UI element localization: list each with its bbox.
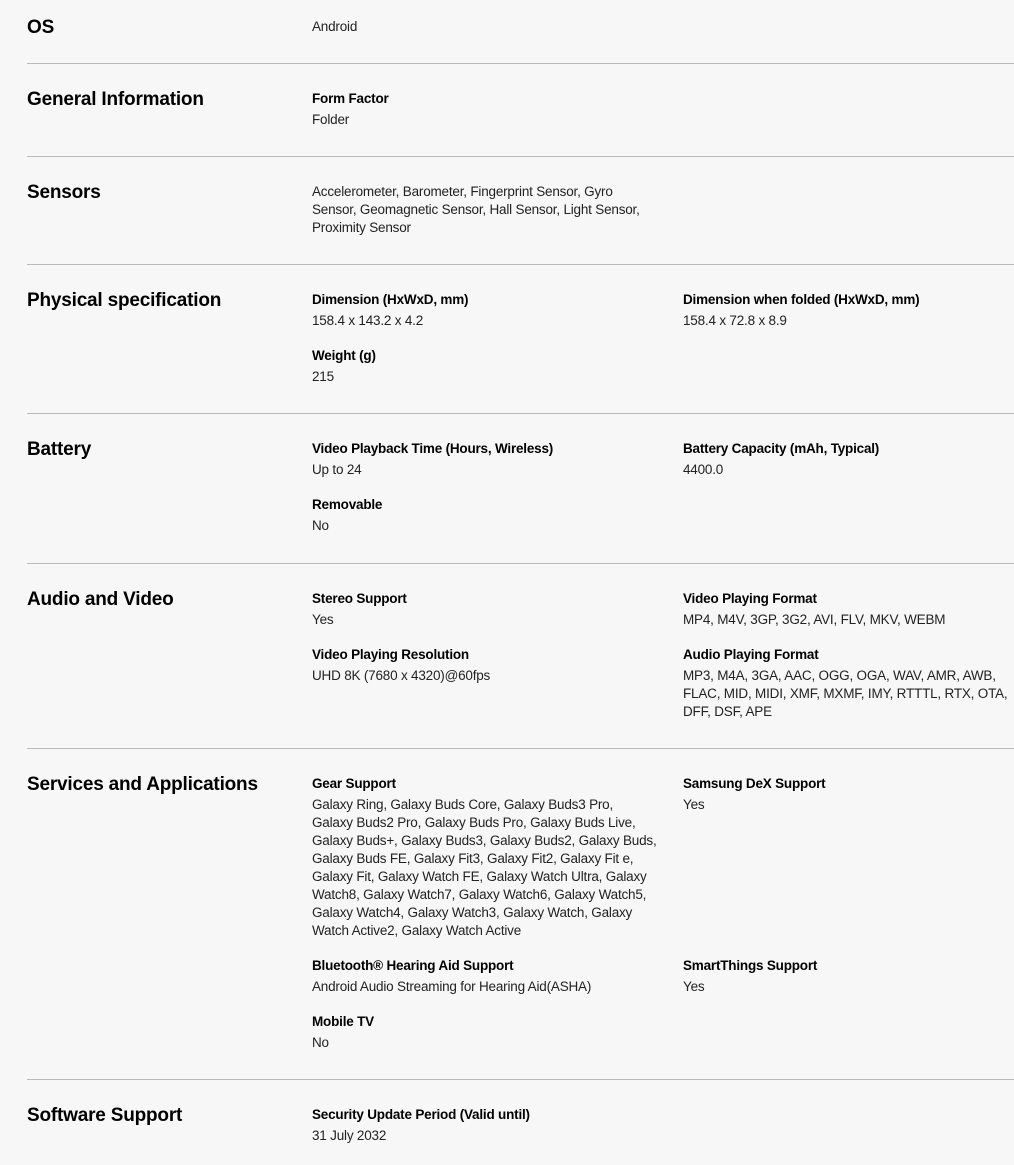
gear-support-value: Galaxy Ring, Galaxy Buds Core, Galaxy Buds3 Pro, Galaxy Buds2 Pro, Galaxy Buds Pro, Galaxy Buds Live, Galaxy Buds+, Galaxy Buds3, Galaxy Buds2, Galaxy Buds, Galaxy Buds FE, Galaxy Fit3, Galaxy Fit2, Galaxy Fit e, Galaxy Fit, Galaxy Watch FE, Galaxy Watch Ultra, Galaxy Watch8, Galaxy Watch7, Galaxy Watch6, Galaxy Watch5, Galaxy Watch4, Galaxy Watch3, Galaxy Watch, Galaxy Watch Active2, Galaxy Watch Active <box>312 797 657 938</box>
section-title-general-information: General Information <box>27 89 204 110</box>
divider <box>27 413 1014 414</box>
spec-item-dimension-folded <box>683 291 1014 330</box>
video-playing-format-value: MP4, M4V, 3GP, 3G2, AVI, FLV, MKV, WEBM <box>683 612 946 627</box>
hearing-aid-support-value: Android Audio Streaming for Hearing Aid(ASHA) <box>312 979 592 994</box>
section-title-audio-and-video: Audio and Video <box>27 589 174 610</box>
spec-item-sensors <box>312 183 657 237</box>
smartthings-support-value: Yes <box>683 979 705 994</box>
security-update-period-label: Security Update Period (Valid until) <box>312 1107 530 1122</box>
spec-item-mobile-tv <box>312 1013 657 1052</box>
divider <box>27 264 1014 265</box>
video-playing-resolution-label: Video Playing Resolution <box>312 647 469 662</box>
section-title-sensors: Sensors <box>27 182 101 203</box>
spec-item-battery-capacity <box>683 440 1014 479</box>
security-update-period-value: 31 July 2032 <box>312 1128 387 1143</box>
smartthings-support-label: SmartThings Support <box>683 958 818 973</box>
mobile-tv-value: No <box>312 1035 329 1050</box>
spec-item-stereo-support <box>312 590 657 629</box>
removable-label: Removable <box>312 497 383 512</box>
section-title-os: OS <box>27 17 55 38</box>
samsung-dex-support-label: Samsung DeX Support <box>683 776 826 791</box>
section-title-battery: Battery <box>27 439 92 460</box>
spec-item-dimension <box>312 291 657 330</box>
spec-item-os <box>312 18 657 36</box>
spec-item-samsung-dex-support <box>683 775 1014 814</box>
divider <box>27 63 1014 64</box>
divider <box>27 563 1014 564</box>
spec-item-smartthings-support <box>683 957 1014 996</box>
divider <box>27 748 1014 749</box>
dimension-folded-value: 158.4 x 72.8 x 8.9 <box>683 313 787 328</box>
os-value: Android <box>312 19 358 34</box>
spec-item-audio-playing-format <box>683 646 1014 721</box>
video-playback-time-value: Up to 24 <box>312 462 362 477</box>
battery-capacity-value: 4400.0 <box>683 462 724 477</box>
mobile-tv-label: Mobile TV <box>312 1014 374 1029</box>
video-playing-resolution-value: UHD 8K (7680 x 4320)@60fps <box>312 668 491 683</box>
stereo-support-label: Stereo Support <box>312 591 407 606</box>
spec-item-form-factor <box>312 90 657 129</box>
sensors-value: Accelerometer, Barometer, Fingerprint Sensor, Gyro Sensor, Geomagnetic Sensor, Hall Sensor, Light Sensor, Proximity Sensor <box>312 184 640 235</box>
spec-item-video-playback-time <box>312 440 657 479</box>
weight-label: Weight (g) <box>312 348 376 363</box>
samsung-dex-support-value: Yes <box>683 797 705 812</box>
section-title-physical-specification: Physical specification <box>27 290 222 311</box>
spec-item-video-playing-resolution <box>312 646 657 685</box>
stereo-support-value: Yes <box>312 612 334 627</box>
form-factor-label: Form Factor <box>312 91 389 106</box>
gear-support-label: Gear Support <box>312 776 396 791</box>
audio-playing-format-value: MP3, M4A, 3GA, AAC, OGG, OGA, WAV, AMR, AWB, FLAC, MID, MIDI, XMF, MXMF, IMY, RTTTL, RTX, OTA, DFF, DSF, APE <box>683 668 1008 719</box>
spec-item-weight <box>312 347 657 386</box>
hearing-aid-support-label: Bluetooth® Hearing Aid Support <box>312 958 514 973</box>
dimension-folded-label: Dimension when folded (HxWxD, mm) <box>683 292 920 307</box>
spec-item-video-playing-format <box>683 590 1014 629</box>
section-title-software-support: Software Support <box>27 1105 183 1126</box>
video-playing-format-label: Video Playing Format <box>683 591 817 606</box>
spec-item-hearing-aid-support <box>312 957 657 996</box>
removable-value: No <box>312 518 329 533</box>
spec-item-gear-support <box>312 775 657 940</box>
dimension-label: Dimension (HxWxD, mm) <box>312 292 469 307</box>
form-factor-value: Folder <box>312 112 350 127</box>
battery-capacity-label: Battery Capacity (mAh, Typical) <box>683 441 880 456</box>
audio-playing-format-label: Audio Playing Format <box>683 647 819 662</box>
divider <box>27 1079 1014 1080</box>
spec-item-security-update-period <box>312 1106 657 1145</box>
spec-item-removable <box>312 496 657 535</box>
weight-value: 215 <box>312 369 334 384</box>
video-playback-time-label: Video Playback Time (Hours, Wireless) <box>312 441 554 456</box>
divider <box>27 156 1014 157</box>
dimension-value: 158.4 x 143.2 x 4.2 <box>312 313 424 328</box>
section-title-services-and-applications: Services and Applications <box>27 774 258 795</box>
